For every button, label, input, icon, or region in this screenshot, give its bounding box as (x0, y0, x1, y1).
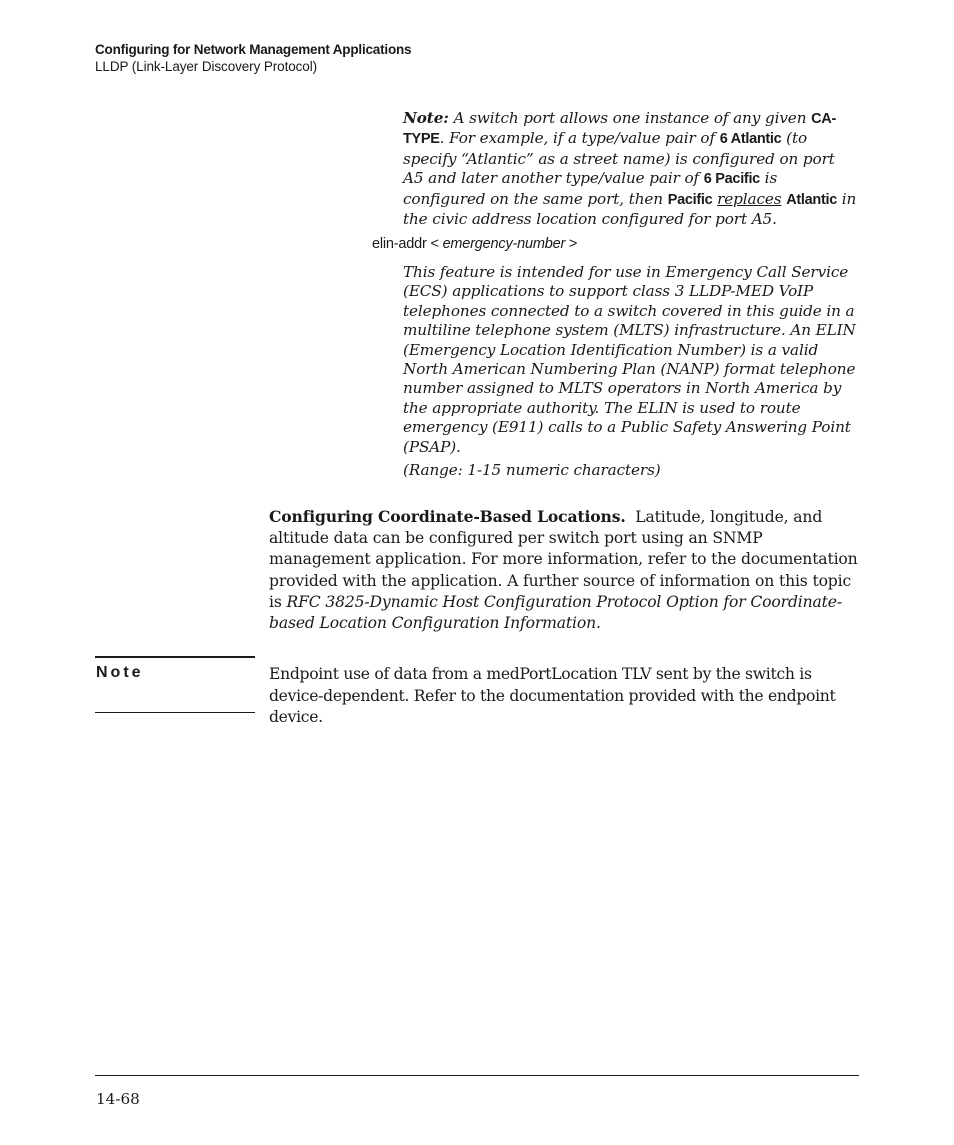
pair-atlantic: 6 Atlantic (719, 131, 782, 148)
coordinate-locations-paragraph: Configuring Coordinate-Based Locations. Latitude, longitude, and altitude data can be configured per switch port using an SNMP management application. For more information, refer to the documentation provided with the application. A further source of information on this topic is RFC 3825-Dynamic Host Configuration Protocol Option for Coordinate-based Location Configuration Information. (269, 507, 858, 633)
footer-rule (95, 1075, 859, 1076)
running-head (95, 41, 411, 75)
value-pacific: Pacific (667, 191, 713, 208)
elin-description: This feature is intended for use in Emergency Call Service (ECS) applications to support class 3 LLDP-MED VoIP telephones connected to a switch covered in this guide in a multiline telephone system (MLTS) infrastructure. An ELIN (Emergency Location Identification Number) is a valid North American Numbering Plan (NANP) format telephone number assigned to MLTS operators in North America by the appropriate authority. The ELIN is used to route emergency (E911) calls to a Public Safety Answering Point (PSAP). (403, 263, 856, 456)
value-atlantic: Atlantic (786, 191, 837, 208)
note-top-rule (95, 656, 255, 658)
ca-type-note-label: Note: (403, 109, 449, 127)
coordinate-locations-heading: Configuring Coordinate-Based Locations. (269, 507, 626, 526)
pair-pacific: 6 Pacific (703, 171, 760, 188)
note-label: Note (96, 664, 144, 681)
ca-type-note: Note: A switch port allows one instance of any given CA-TYPE. For example, if a type/value pair of 6 Atlantic (to specify “Atlantic” as a street name) is configured on port A5 and later another type/value pair of 6 Pacific is configured on the same port, then Pacific replaces Atlantic in the civic address location configured for port A5. (403, 109, 857, 229)
replaces-emphasis: replaces (717, 189, 782, 208)
note-bottom-rule (95, 712, 255, 713)
chapter-title: Configuring for Network Management Applications (95, 42, 412, 57)
elin-range: (Range: 1-15 numeric characters) (403, 461, 661, 479)
page-number: 14-68 (96, 1090, 140, 1108)
ca-type-term: CA-TYPE (403, 111, 836, 148)
rfc-reference: RFC 3825-Dynamic Host Configuration Protocol Option for Coordinate-based Location Configuration Information. (269, 592, 842, 633)
elin-addr-parameter: elin-addr < emergency-number > (372, 236, 578, 252)
parameter-keyword: elin-addr (372, 236, 427, 252)
section-title: LLDP (Link-Layer Discovery Protocol) (95, 59, 317, 74)
parameter-argument: emergency-number (442, 236, 566, 252)
note-body: Endpoint use of data from a medPortLocation TLV sent by the switch is device-dependent. Refer to the documentation provided with the endpoint device. (269, 665, 836, 727)
